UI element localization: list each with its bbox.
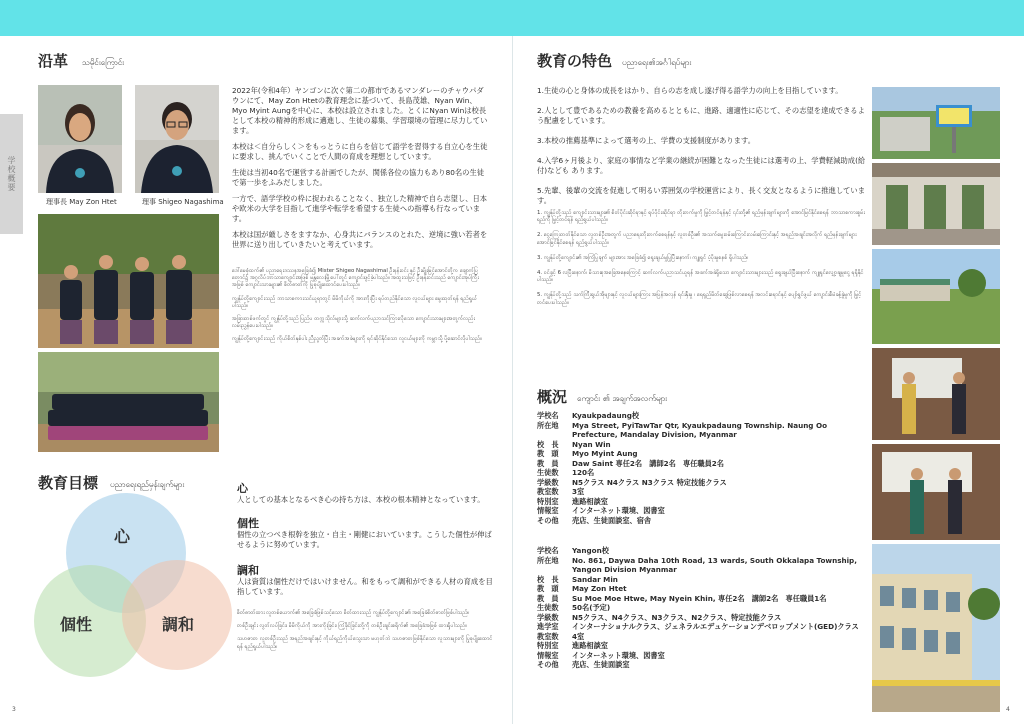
info-value: Daw Saint 専任2名 講師2名 専任職員2名 [572, 458, 724, 468]
info-value: インターナショナルクラス、ジェネラルエデュケーションデベロップメント(GED)クラス [572, 622, 859, 631]
school-grounds-photo [872, 249, 1000, 344]
portrait-shigeo-nagashima [135, 85, 219, 193]
venn-label-harmony: 調和 [162, 615, 195, 634]
info-value: N5クラス N4クラス N3クラス 特定技能クラス [572, 477, 727, 487]
info-value: Yangon校 [572, 546, 609, 555]
info-value: Kyaukpadaung校 [572, 411, 640, 420]
info-value: Myo Myint Aung [572, 449, 638, 458]
portrait-may-zon-htet [38, 85, 122, 193]
feature-item: 4.入学6ヶ月後より、家庭の事情など学業の継続が困難となった生徒には選考の上、学費軽減助成(給付)なども あります。 [537, 156, 866, 175]
heart-heading: 心 [237, 482, 248, 495]
info-row [537, 584, 867, 594]
info-value: 4室 [572, 631, 585, 641]
info-row [537, 632, 867, 642]
info-value: No. 861, Daywa Daha 10th Road, 13 wards, South Okkalapa Township, Yangon Division Myanmar [572, 555, 857, 574]
history-paragraph: 本校は＜自分らしく＞をもっとうに自らを信じて語学を習得する自立心を生徒に要求し、挑んでいくことで人間の育成を理想としています。 [232, 142, 488, 161]
school-building-photo [872, 163, 1000, 245]
info-value: Sandar Min [572, 574, 618, 584]
info-row [537, 613, 867, 623]
school-sign-photo [872, 87, 1000, 159]
info-key: 学校名 [537, 411, 559, 420]
venn-label-heart: 心 [114, 527, 131, 546]
info-key: 情報室 [537, 506, 559, 515]
info-value: インターネット環境、図書室 [572, 506, 665, 515]
info-key: 教 頭 [537, 449, 559, 458]
info-row [537, 556, 867, 575]
feature-item-my: 1. ကျွန်ုပ်တို့သည် ကျောင်းသားများ၏ စိတ်ပိုင်းဆိုင်ရာနှင့် ရုပ်ပိုင်းဆိုင်ရာ တိုးတက်မှုကို မြှင့်တင်ရန်နှင့် ၎င်းတို့၏ ရည်မှန်းချက်များကို အောင်မြင်နိုင်စေရန် ဘာသာစကားစွမ်းရည်ကို မြှင့်တင်ရန် ရည်ရွယ်ပါသည်။ [537, 210, 865, 224]
info-key: 特別室 [537, 641, 559, 650]
value-paragraph-my: သဟဇာတ လူတစ်ဦးသည် အရည်အချင်းနှင့် ကိုယ်ရည်ကိုယ်သွေးသာ မဟုတ်ဘဲ သဟဇာတဖြစ်နိုင်သော လူသားများကို ပြုစုပျိုးထောင်ရန် ရည်ရွယ်ပါသည်။ [237, 636, 493, 650]
school-info-yangon [537, 546, 867, 670]
info-value: Mya Street, PyiTawTar Qtr, Kyaukpadaung Township. Naung Oo Prefecture, Mandalay Division, Myanmar [572, 420, 828, 439]
page-number-left: 3 [12, 706, 16, 713]
info-row [537, 622, 867, 632]
award-ceremony-photo-1 [872, 348, 1000, 440]
info-row [537, 421, 867, 440]
history-paragraph: 本校は国が厳しさをますなか、心身共にバランスのとれた、逆境に強い若者を世界に送り出していきたいと考えています。 [232, 230, 488, 249]
school-info-kyaukpadaung [537, 411, 867, 525]
history-title-my: သမိုင်းကြောင်း [82, 58, 125, 67]
info-key: 所在地 [537, 555, 559, 565]
page-divider [512, 36, 513, 724]
history-paragraph: 2022年(令和4年）ヤンゴンに次ぐ第二の都市であるマンダレーのチャウパダウンにて、May Zon Htetの教育理念に基づいて、長島茂雄、Nyan Win、 Myo Myint Aungを中心に、本校は設立されました。とくにNyan Winは校長として本校の精神的形成に邁進し、生徒の募集、学習環境の管理に尽力しています。 [232, 86, 488, 135]
info-key: 学級数 [537, 612, 559, 622]
heart-text: 人としての基本となるべき心の持ち方は、本校の根本精神となっています。 [237, 495, 485, 504]
info-row [537, 478, 867, 488]
info-row [537, 641, 867, 651]
info-key: 学校名 [537, 546, 559, 555]
goals-title-my: ပညာရေးရည်မှန်းချက်များ [110, 480, 185, 489]
overview-title: 概況 [537, 388, 568, 406]
yangon-building-photo [872, 544, 1000, 712]
info-row [537, 546, 867, 556]
info-key: 教室数 [537, 487, 559, 496]
values-text-my [237, 610, 497, 657]
info-value: N5クラス、N4クラス、N3クラス、N2クラス、特定技能クラス [572, 612, 782, 622]
info-row [537, 603, 867, 613]
info-row [537, 411, 867, 421]
feature-item: 3.本校の推薦基準によって選考の上、学費の支援制度があります。 [537, 136, 755, 145]
history-paragraph-my: ကျွန်ုပ်တို့ကျောင်းသည် ကိုယ်စိတ်နှစ်ပါး ညီညွတ်ပြီး အခက်အခဲများကို ရင်ဆိုင်နိုင်သော လူငယ်များကို ကမ္ဘာသို့ ပို့ဆောင်လိုပါသည်။ [232, 336, 482, 343]
features-title: 教育の特色 [537, 52, 613, 70]
info-key: 校 長 [537, 439, 559, 449]
award-ceremony-photo-2 [872, 444, 1000, 540]
harmony-text: 人は資質は個性だけではいけません。和をもって調和ができる人材の育成を目指しています。 [237, 577, 493, 596]
info-row [537, 459, 867, 469]
info-row [537, 651, 867, 661]
history-paragraph-my: ဒေါ်မေစုံထက်၏ ပညာရေးဒဿနအခြေခံ၍ Mister Shigeo Nagashimal ဦးနန်းဝင်း နှင့် ဦးမျိုးမြင့်အောင်တို့က ချောက်ပြတောင်၌ အဂ္ဂလိပ်ဘာသာကျောင်းအဖြစ် မန္တလေးမြို့ပေါ်တွင် ကျောင်းဖွင့်ခဲ့ပါသည်။ အထူးသဖြင့် ဦးနန်းဝင်းသည် ကျောင်းအုပ်ကြီးအဖြစ် ကျောင်းသားများ၏ စိတ်ဓာတ်ကို ပြုစုပျိုးထောင်ပေးပါသည်။ [232, 268, 479, 289]
info-value: May Zon Htet [572, 584, 627, 593]
history-paragraph-my: ကျွန်ုပ်တို့ကျောင်းသည် ဘာသာစကားသင်ယူရာတွင် မိမိကိုယ်ကို အားကိုးပြီး ရပ်တည်နိုင်သော လူငယ်များ မွေးထုတ်ရန် ရည်ရွယ်ပါသည်။ [232, 295, 478, 309]
individuality-text: 個性の立つべき根幹を独立・自主・剛健においています。こうした個性が伸ばせるように努めています。 [237, 530, 492, 549]
info-value: 120名 [572, 468, 595, 477]
staff-group-photo [38, 214, 219, 348]
info-key: 教 頭 [537, 584, 559, 593]
info-key: 生徒数 [537, 468, 559, 477]
info-key: 所在地 [537, 420, 559, 430]
info-row [537, 497, 867, 507]
info-key: 情報室 [537, 650, 559, 660]
info-row [537, 506, 867, 516]
top-banner [0, 0, 1024, 36]
info-value: 3室 [572, 487, 585, 496]
feature-item-my: 5. ကျွန်ုပ်တို့သည် သက်ကြီးရွယ်အိုများနှင့် လူငယ်များကြား အပြန်အလှန် ရင်းနှီးမှု ၊ ရေရှည်မိတ်ဆွေဖြစ်လာစေရန် အလင်းရောင်နှင့် ပျော်ရွှင်ဖွယ် ကျောင်းစီမံခန့်ခွဲမှုကို မြှင့်တင်ပေးပါသည်။ [537, 292, 862, 306]
info-row [537, 516, 867, 526]
history-title: 沿革 [38, 52, 69, 70]
info-key: 生徒数 [537, 603, 559, 612]
info-key: その他 [537, 515, 559, 525]
info-value: 売店、生徒面談室 [572, 660, 630, 669]
overview-title-my: ကျောင်း ၏ အချက်အလက်များ [577, 394, 668, 403]
info-value: 50名(予定) [572, 603, 611, 612]
info-value: 売店、生徒面談室、宿舎 [572, 515, 652, 525]
features-title-my: ပညာရေး၏အင်္ဂါရပ်များ [622, 58, 692, 67]
info-row [537, 660, 867, 670]
info-value: 進路相談室 [572, 496, 608, 506]
info-key: 進学室 [537, 622, 559, 631]
info-row [537, 575, 867, 585]
individuality-heading: 個性 [237, 517, 259, 530]
feature-item-my: 4. ဝင်ခွင့် 6 လပြီးနောက်၊ မိသားစုအခြေအနေကြောင့် ဆက်လက်ပညာသင်ယူရန် အခက်အခဲရှိသော ကျောင်းသားများသည် ရွေးချယ်ပြီးနောက် ကျူရှင်လျှော့ချမှုငွေ ရရှိနိုင်ပါသည်။ [537, 270, 864, 284]
feature-item: 5.先輩、後輩の交流を促進して明るい雰囲気の学校運営により、長く交友となるように推進しています。 [537, 186, 866, 205]
info-row [537, 487, 867, 497]
info-key: 学級数 [537, 477, 559, 487]
history-paragraph-my: အခြားတစ်ဖက်တွင် ကျွန်ုပ်တို့သည် ပြည်ပ တက္ကသိုလ်များသို့ ဆက်လက်ပညာသင်ကြားလိုသော ကျောင်းသားများအတွက်လည်း လမ်းညွှန်ပေးပါသည်။ [232, 316, 475, 330]
venn-label-individuality: 個性 [60, 615, 93, 634]
info-row [537, 449, 867, 459]
caption-chair: 理事長 May Zon Htet [46, 198, 117, 206]
info-row [537, 468, 867, 478]
feature-item: 2.人として豊であるための教養を高めるとともに、進路、適適性に応じて、その志望を達成できるよう配慮をしています。 [537, 106, 865, 125]
features-list-my [537, 210, 867, 315]
feature-item-my: 2. ငွေကြေးတတ်နိုင်သော လူတစ်ဦးအတွက် ပညာရေးတိုးတက်စေရန်နှင့် လူတစ်ဦး၏ အသက်မွေးဝမ်းကြောင်းလမ်းကြောင်းနှင့် အရည်အချင်းအလိုက် ရည်မှန်းချက်များ အောင်မြင်နိုင်စေရန် ရည်ရွယ်ပါသည်။ [537, 232, 857, 246]
side-tab: 学校概要 [0, 114, 23, 234]
caption-director: 理事 Shigeo Nagashima [142, 198, 224, 206]
value-paragraph-my: တစ်ဦးချင်း လွတ်လပ်ခြင်း၊ မိမိကိုယ်ကို အားကိုးခြင်း၊ ကြံ့ခိုင်ခြင်းတို့ကို တစ်ဦးချင်းစရိုက်၏ အခြေခံအဖြစ် ထားရှိပါသည်။ [237, 623, 467, 630]
info-row [537, 440, 867, 450]
harmony-heading: 調和 [237, 564, 259, 577]
goals-title: 教育目標 [38, 474, 99, 492]
history-text-my [232, 268, 490, 350]
info-key: 教室数 [537, 631, 559, 641]
history-paragraph: 一方で、語学学校の枠に捉われることなく、独立した精神で自ら志望し、日本や欧米の大学を目指して進学や転学を希望する生徒への指導も行なっています。 [232, 194, 488, 223]
page-number-right: 4 [1006, 706, 1010, 713]
history-paragraph: 生徒は当初40名で運営する計画でしたが、関係各位の協力もあり80名の生徒で第一歩をふみだしました。 [232, 168, 485, 187]
info-value: Su Moe Moe Htwe, May Nyein Khin, 専任2名 講師2名 専任職員1名 [572, 593, 827, 603]
students-group-photo [38, 352, 219, 452]
feature-item: 1.生徒の心と身体の成長をはかり、自らの志を成し遂げ得る語学力の向上を目指しています。 [537, 86, 843, 95]
info-key: その他 [537, 660, 559, 669]
info-row [537, 594, 867, 604]
info-value: Nyan Win [572, 439, 611, 449]
history-text-jp [232, 86, 490, 256]
info-key: 教 員 [537, 593, 559, 603]
value-paragraph-my: စိတ်ဓာတ်ထား လူတစ်ယောက်၏ အခြေခံဖြစ်သင့်သော စိတ်ထားသည် ကျွန်ုပ်တို့ကျောင်း၏ အခြေခံစိတ်ဓာတ်ဖြစ်ပါသည်။ [237, 610, 470, 616]
info-key: 特別室 [537, 496, 559, 506]
info-value: 進路相談室 [572, 641, 608, 650]
info-key: 教 員 [537, 458, 559, 468]
info-value: インターネット環境、図書室 [572, 650, 665, 660]
feature-item-my: 3. ကျွန်ုပ်တို့ကျောင်း၏ အကြံပြုချက် များအား အခြေခံ၍ ရွေးချယ်မှုပြုပြီးနောက်၊ ကျူရှင် ပံ့ပိုးမှုစနစ် ရှိပါသည်။ [537, 254, 749, 261]
info-key: 校 長 [537, 574, 559, 584]
features-list-jp [537, 86, 867, 216]
